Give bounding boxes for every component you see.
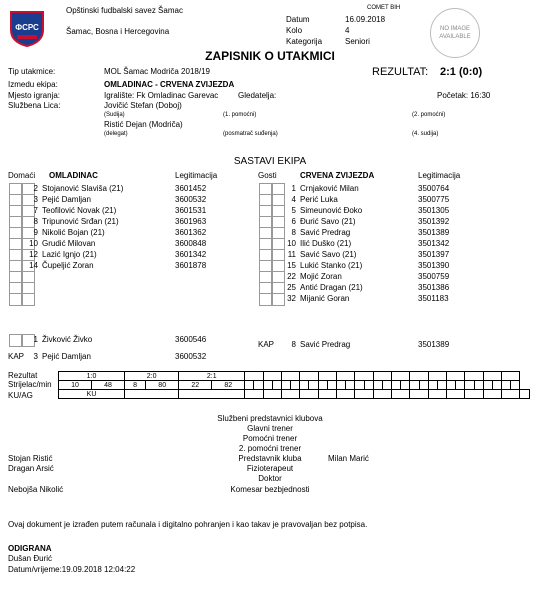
- away-player-leg: 3501305: [418, 206, 450, 215]
- away-player-leg: 3500775: [418, 195, 450, 204]
- away-player-name: Ilić Duško (21): [300, 239, 352, 248]
- away-player-number: 11: [287, 250, 296, 259]
- goal-cell: 2:1: [179, 372, 245, 381]
- home-player-name: Čupeljić Zoran: [42, 261, 94, 270]
- home-side-label: Domaći: [8, 171, 36, 180]
- home-player-leg: 3601531: [175, 206, 207, 215]
- page-title: ZAPISNIK O UTAKMICI: [205, 49, 335, 63]
- home-team-name: OMLADINAC: [49, 171, 98, 180]
- scorer-cell: 22: [179, 381, 212, 390]
- home-kap-number: 3: [33, 352, 38, 361]
- away-kap-label: KAP: [258, 340, 275, 349]
- away-player-leg: 3500764: [418, 184, 450, 193]
- away-player-number: 25: [287, 283, 296, 292]
- scorer-row: [59, 381, 530, 390]
- home-player-number: 12: [29, 250, 38, 259]
- away-team-name: CRVENA ZVIJEZDA: [300, 171, 375, 180]
- away-leg-header: Legitimacija: [418, 171, 461, 180]
- home-leg-header: Legitimacija: [175, 171, 218, 180]
- match-teams: OMLADINAC - CRVENA ZVIJEZDA: [104, 80, 235, 89]
- role-doktor: Doktor: [258, 474, 282, 483]
- away-kap-leg: 3501389: [418, 340, 450, 349]
- away-player-leg: 3501392: [418, 217, 450, 226]
- home-player-leg: 3600848: [175, 239, 207, 248]
- away-player-leg: 3501397: [418, 250, 450, 259]
- goal-cell: 2:0: [125, 372, 179, 381]
- away-player-name: Lukić Stanko (21): [300, 261, 363, 270]
- home-kap-name: Pejić Damljan: [42, 352, 91, 361]
- home-player-number: 2: [33, 184, 38, 193]
- home-player-name: Teofilović Novak (21): [42, 206, 117, 215]
- scorer-cell: 82: [212, 381, 245, 390]
- match-status: ODIGRANA: [8, 544, 52, 553]
- away-side-label: Gosti: [258, 171, 277, 180]
- away-kap-name: Savić Predrag: [300, 340, 351, 349]
- away-player-number: 8: [291, 228, 296, 237]
- home-predstavnik: Stojan Ristić: [8, 454, 53, 463]
- system-label: COMET BIH: [367, 5, 401, 11]
- sluzbena-label: Službena Lica:: [8, 101, 61, 110]
- home-fizioterapeut: Dragan Arsić: [8, 464, 54, 473]
- kolo-value: 4: [345, 26, 350, 35]
- home-gk-number: 1: [33, 335, 38, 344]
- away-player-name: Mojić Zoran: [300, 272, 342, 281]
- rezultat-label: REZULTAT:: [372, 66, 429, 78]
- federation-name: Opštinski fudbalski savez Šamac: [66, 6, 183, 15]
- delegat-name: Ristić Dejan (Modriča): [104, 120, 183, 129]
- datum-value: 16.09.2018: [345, 15, 386, 24]
- home-player-name: Nikolić Bojan (21): [42, 228, 105, 237]
- kategorija-value: Seniori: [345, 37, 370, 46]
- ku-row: [59, 390, 530, 399]
- home-player-name: Tripunović Srđan (21): [42, 217, 119, 226]
- away-player-box-1[interactable]: [259, 293, 272, 306]
- strijelac-row-label: Strijelac/min: [8, 380, 52, 389]
- home-player-number: 14: [29, 261, 38, 270]
- home-kap-leg: 3600532: [175, 352, 207, 361]
- away-player-name: Savić Savo (21): [300, 250, 357, 259]
- role-predstavnik: Predstavnik kluba: [238, 454, 302, 463]
- home-player-leg: 3601878: [175, 261, 207, 270]
- sastavi-title: SASTAVI EKIPA: [233, 156, 307, 167]
- home-player-number: 3: [33, 195, 38, 204]
- svg-text:ФСРС: ФСРС: [15, 23, 39, 32]
- away-player-number: 5: [291, 206, 296, 215]
- score-grid-table: [58, 371, 530, 399]
- scorer-cell: 80: [146, 381, 179, 390]
- away-player-leg: 3501386: [418, 283, 450, 292]
- away-player-number: 15: [287, 261, 296, 270]
- away-player-number: 6: [291, 217, 296, 226]
- role-2-pomocni-trener: 2. pomoćni trener: [238, 444, 302, 453]
- away-player-leg: 3501183: [418, 294, 449, 303]
- digital-note: Ovaj dokument je izrađen putem računala i digitalno pohranjen i kao takav je pravovaljan bez potpisa.: [8, 520, 368, 529]
- home-player-number: 9: [33, 228, 38, 237]
- delegat-caption: (delegat): [104, 131, 128, 137]
- role-pomocni-trener: Pomoćni trener: [242, 434, 298, 443]
- home-player-leg: 3601963: [175, 217, 207, 226]
- role-fizioterapeut: Fizioterapeut: [246, 464, 294, 473]
- izmedu-label: Izmedu ekipa:: [8, 80, 58, 89]
- home-player-leg: 3601362: [175, 228, 207, 237]
- away-player-name: Simeunović Đoko: [300, 206, 363, 215]
- officials-title: Službeni predstavnici klubova: [217, 414, 323, 423]
- away-player-name: Mijanić Goran: [300, 294, 350, 303]
- sudija-name: Jovičić Stefan (Doboj): [104, 101, 182, 110]
- posmatrac-caption: (posmatrač suđenja): [223, 131, 278, 137]
- home-gk-box-1[interactable]: [9, 334, 22, 347]
- pom2-caption: (2. pomoćni): [412, 112, 446, 118]
- no-image-line1: NO IMAGE: [439, 26, 470, 32]
- no-image-line2: AVAILABLE: [439, 34, 471, 40]
- away-player-number: 1: [291, 184, 296, 193]
- pocetak: Početak: 16:30: [437, 91, 491, 100]
- home-player-number: 8: [33, 217, 38, 226]
- away-player-name: Antić Dragan (21): [300, 283, 363, 292]
- tip-label: Tip utakmice:: [8, 67, 56, 76]
- federation-logo: [7, 8, 47, 48]
- away-player-name: Crnjaković Milan: [300, 184, 359, 193]
- home-player-name: Lazić Ignjo (21): [42, 250, 97, 259]
- away-kap-number: 8: [291, 340, 296, 349]
- away-predstavnik: Milan Marić: [328, 454, 369, 463]
- mjesto-value: Igralište: Fk Omladinac Garevac: [104, 91, 219, 100]
- away-player-number: 4: [291, 195, 296, 204]
- document-datetime: Datum/vrijeme:19.09.2018 12:04:22: [8, 565, 136, 574]
- away-player-leg: 3501389: [418, 228, 450, 237]
- goal-cell: 1:0: [59, 372, 125, 381]
- home-gk-name: Živković Živko: [42, 335, 93, 344]
- kolo-label: Kolo: [286, 26, 303, 35]
- home-player-name: Pejić Damljan: [42, 195, 91, 204]
- home-player-number: 10: [29, 239, 38, 248]
- home-gk-leg: 3600546: [175, 335, 207, 344]
- away-player-number: 22: [287, 272, 296, 281]
- home-empty-box-1[interactable]: [9, 293, 22, 306]
- away-player-leg: 3501342: [418, 239, 450, 248]
- home-empty-box-2[interactable]: [22, 293, 35, 306]
- home-player-number: 7: [33, 206, 38, 215]
- sudija4-caption: (4. sudija): [412, 131, 439, 137]
- tip-value: MOL Šamac Modriča 2018/19: [104, 67, 210, 76]
- sudija-caption: (Sudija): [104, 112, 125, 118]
- score-row: [59, 372, 530, 381]
- home-komesar: Nebojša Nikolić: [8, 485, 64, 494]
- home-player-leg: 3601342: [175, 250, 207, 259]
- gledatelja-label: Gledatelja:: [238, 91, 277, 100]
- signed-by: Dušan Đurić: [8, 554, 53, 563]
- home-player-leg: 3600532: [175, 195, 207, 204]
- role-glavni-trener: Glavni trener: [247, 424, 293, 433]
- away-player-number: 32: [287, 294, 296, 303]
- scorer-cell: 48: [92, 381, 125, 390]
- datum-label: Datum: [286, 15, 310, 24]
- away-player-name: Đurić Savo (21): [300, 217, 356, 226]
- home-player-name: Stojanović Slaviša (21): [42, 184, 124, 193]
- away-player-leg: 3500759: [418, 272, 450, 281]
- home-player-leg: 3601452: [175, 184, 207, 193]
- rezultat-value: 2:1 (0:0): [440, 66, 483, 78]
- ku-row-label: KU/AG: [8, 391, 33, 400]
- pom1-caption: (1. pomoćni): [223, 112, 257, 118]
- away-player-name: Perić Luka: [300, 195, 338, 204]
- rezultat-row-label: Rezultat: [8, 371, 38, 380]
- role-komesar: Komesar bezbjednosti: [230, 485, 310, 494]
- home-kap-label: KAP: [8, 352, 25, 361]
- home-player-name: Grudić Milovan: [42, 239, 96, 248]
- scorer-cell: 10: [59, 381, 92, 390]
- scorer-cell: 8: [125, 381, 146, 390]
- ku-cell: KU: [59, 390, 125, 399]
- federation-location: Šamac, Bosna i Hercegovina: [66, 27, 170, 36]
- kategorija-label: Kategorija: [286, 37, 323, 46]
- away-player-number: 10: [287, 239, 296, 248]
- away-player-leg: 3501390: [418, 261, 450, 270]
- mjesto-label: Mjesto igranja:: [8, 91, 61, 100]
- away-player-name: Savić Predrag: [300, 228, 351, 237]
